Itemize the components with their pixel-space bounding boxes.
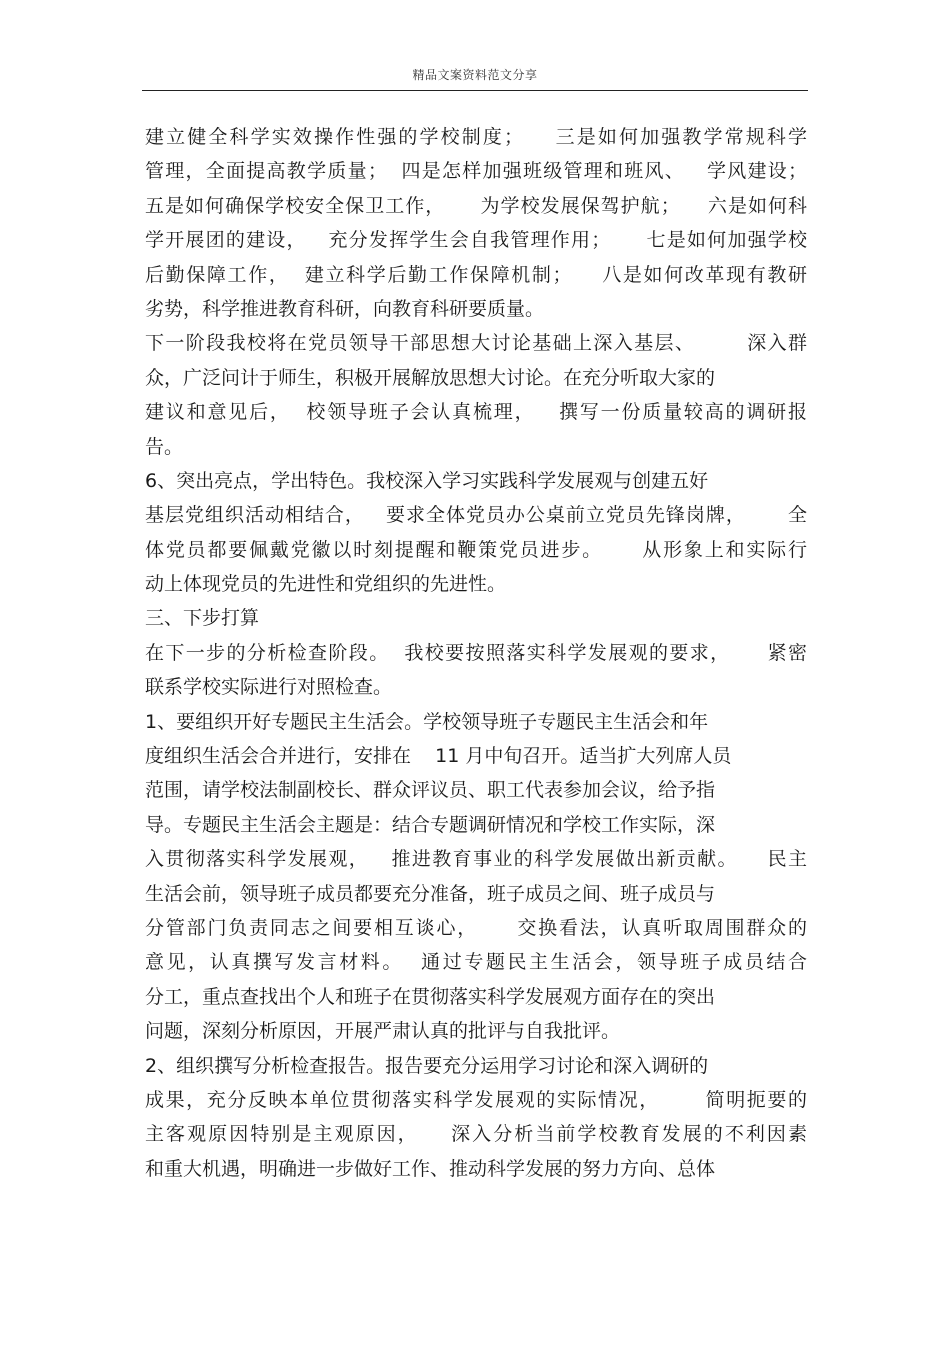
text-line: 入贯彻落实科学发展观， 推进教育事业的科学发展做出新贡献。 民主 xyxy=(145,848,807,871)
text-line: 问题，深刻分析原因，开展严肃认真的批评与自我批评。 xyxy=(145,1020,621,1043)
text-line: 五是如何确保学校安全保卫工作， 为学校发展保驾护航； 六是如何科 xyxy=(145,194,807,217)
text-line: 生活会前，领导班子成员都要充分准备，班子成员之间、班子成员与 xyxy=(145,882,716,905)
text-line: 建议和意见后， 校领导班子会认真梳理， 撰写一份质量较高的调研报 xyxy=(145,401,807,424)
text-line: 范围，请学校法制副校长、群众评议员、职工代表参加会议，给予指 xyxy=(145,779,716,802)
text-line: 联系学校实际进行对照检查。 xyxy=(145,676,393,699)
text-line: 众，广泛问计于师生，积极开展解放思想大讨论。在充分听取大家的 xyxy=(145,366,716,389)
text-line: 导。专题民主生活会主题是：结合专题调研情况和学校工作实际，深 xyxy=(145,813,716,836)
text-line: 2、组织撰写分析检查报告。报告要充分运用学习讨论和深入调研的 xyxy=(145,1054,709,1077)
text-line: 分工，重点查找出个人和班子在贯彻落实科学发展观方面存在的突出 xyxy=(145,985,716,1008)
text-line: 体党员都要佩戴党徽以时刻提醒和鞭策党员进步。 从形象上和实际行 xyxy=(145,538,807,561)
text-line: 1、要组织开好专题民主生活会。学校领导班子专题民主生活会和年 xyxy=(145,710,709,733)
text-line: 学开展团的建设， 充分发挥学生会自我管理作用； 七是如何加强学校 xyxy=(145,229,807,252)
header-divider xyxy=(142,90,808,91)
text-line: 三、下步打算 xyxy=(145,607,260,630)
text-line: 下一阶段我校将在党员领导干部思想大讨论基础上深入基层、 深入群 xyxy=(145,332,807,355)
text-line: 意见，认真撰写发言材料。 通过专题民主生活会，领导班子成员结合 xyxy=(145,951,807,974)
text-line: 度组织生活会合并进行，安排在 11 月中旬召开。适当扩大列席人员 xyxy=(145,745,732,768)
text-line: 动上体现党员的先进性和党组织的先进性。 xyxy=(145,573,507,596)
document-body xyxy=(145,120,807,1186)
text-line: 建立健全科学实效操作性强的学校制度； 三是如何加强教学常规科学 xyxy=(145,126,807,148)
text-line: 告。 xyxy=(145,435,184,458)
text-line: 劣势，科学推进教育科研，向教育科研要质量。 xyxy=(145,297,545,320)
text-line: 和重大机遇，明确进一步做好工作、推动科学发展的努力方向、总体 xyxy=(145,1157,716,1180)
text-line: 成果，充分反映本单位贯彻落实科学发展观的实际情况， 简明扼要的 xyxy=(145,1088,807,1111)
text-line: 后勤保障工作， 建立科学后勤工作保障机制； 八是如何改革现有教研 xyxy=(145,263,807,286)
page-header: 精品文案资料范文分享 xyxy=(412,68,538,82)
text-line: 在下一步的分析检查阶段。 我校要按照落实科学发展观的要求， 紧密 xyxy=(145,641,807,664)
text-line: 分管部门负责同志之间要相互谈心， 交换看法，认真听取周围群众的 xyxy=(145,916,807,939)
text-line: 6、突出亮点，学出特色。我校深入学习实践科学发展观与创建五好 xyxy=(145,469,709,492)
text-line: 基层党组织活动相结合， 要求全体党员办公桌前立党员先锋岗牌， 全 xyxy=(145,504,807,527)
text-line: 管理，全面提高教学质量； 四是怎样加强班级管理和班风、 学风建设； xyxy=(145,160,807,183)
text-line: 主客观原因特别是主观原因， 深入分析当前学校教育发展的不利因素 xyxy=(145,1123,807,1146)
